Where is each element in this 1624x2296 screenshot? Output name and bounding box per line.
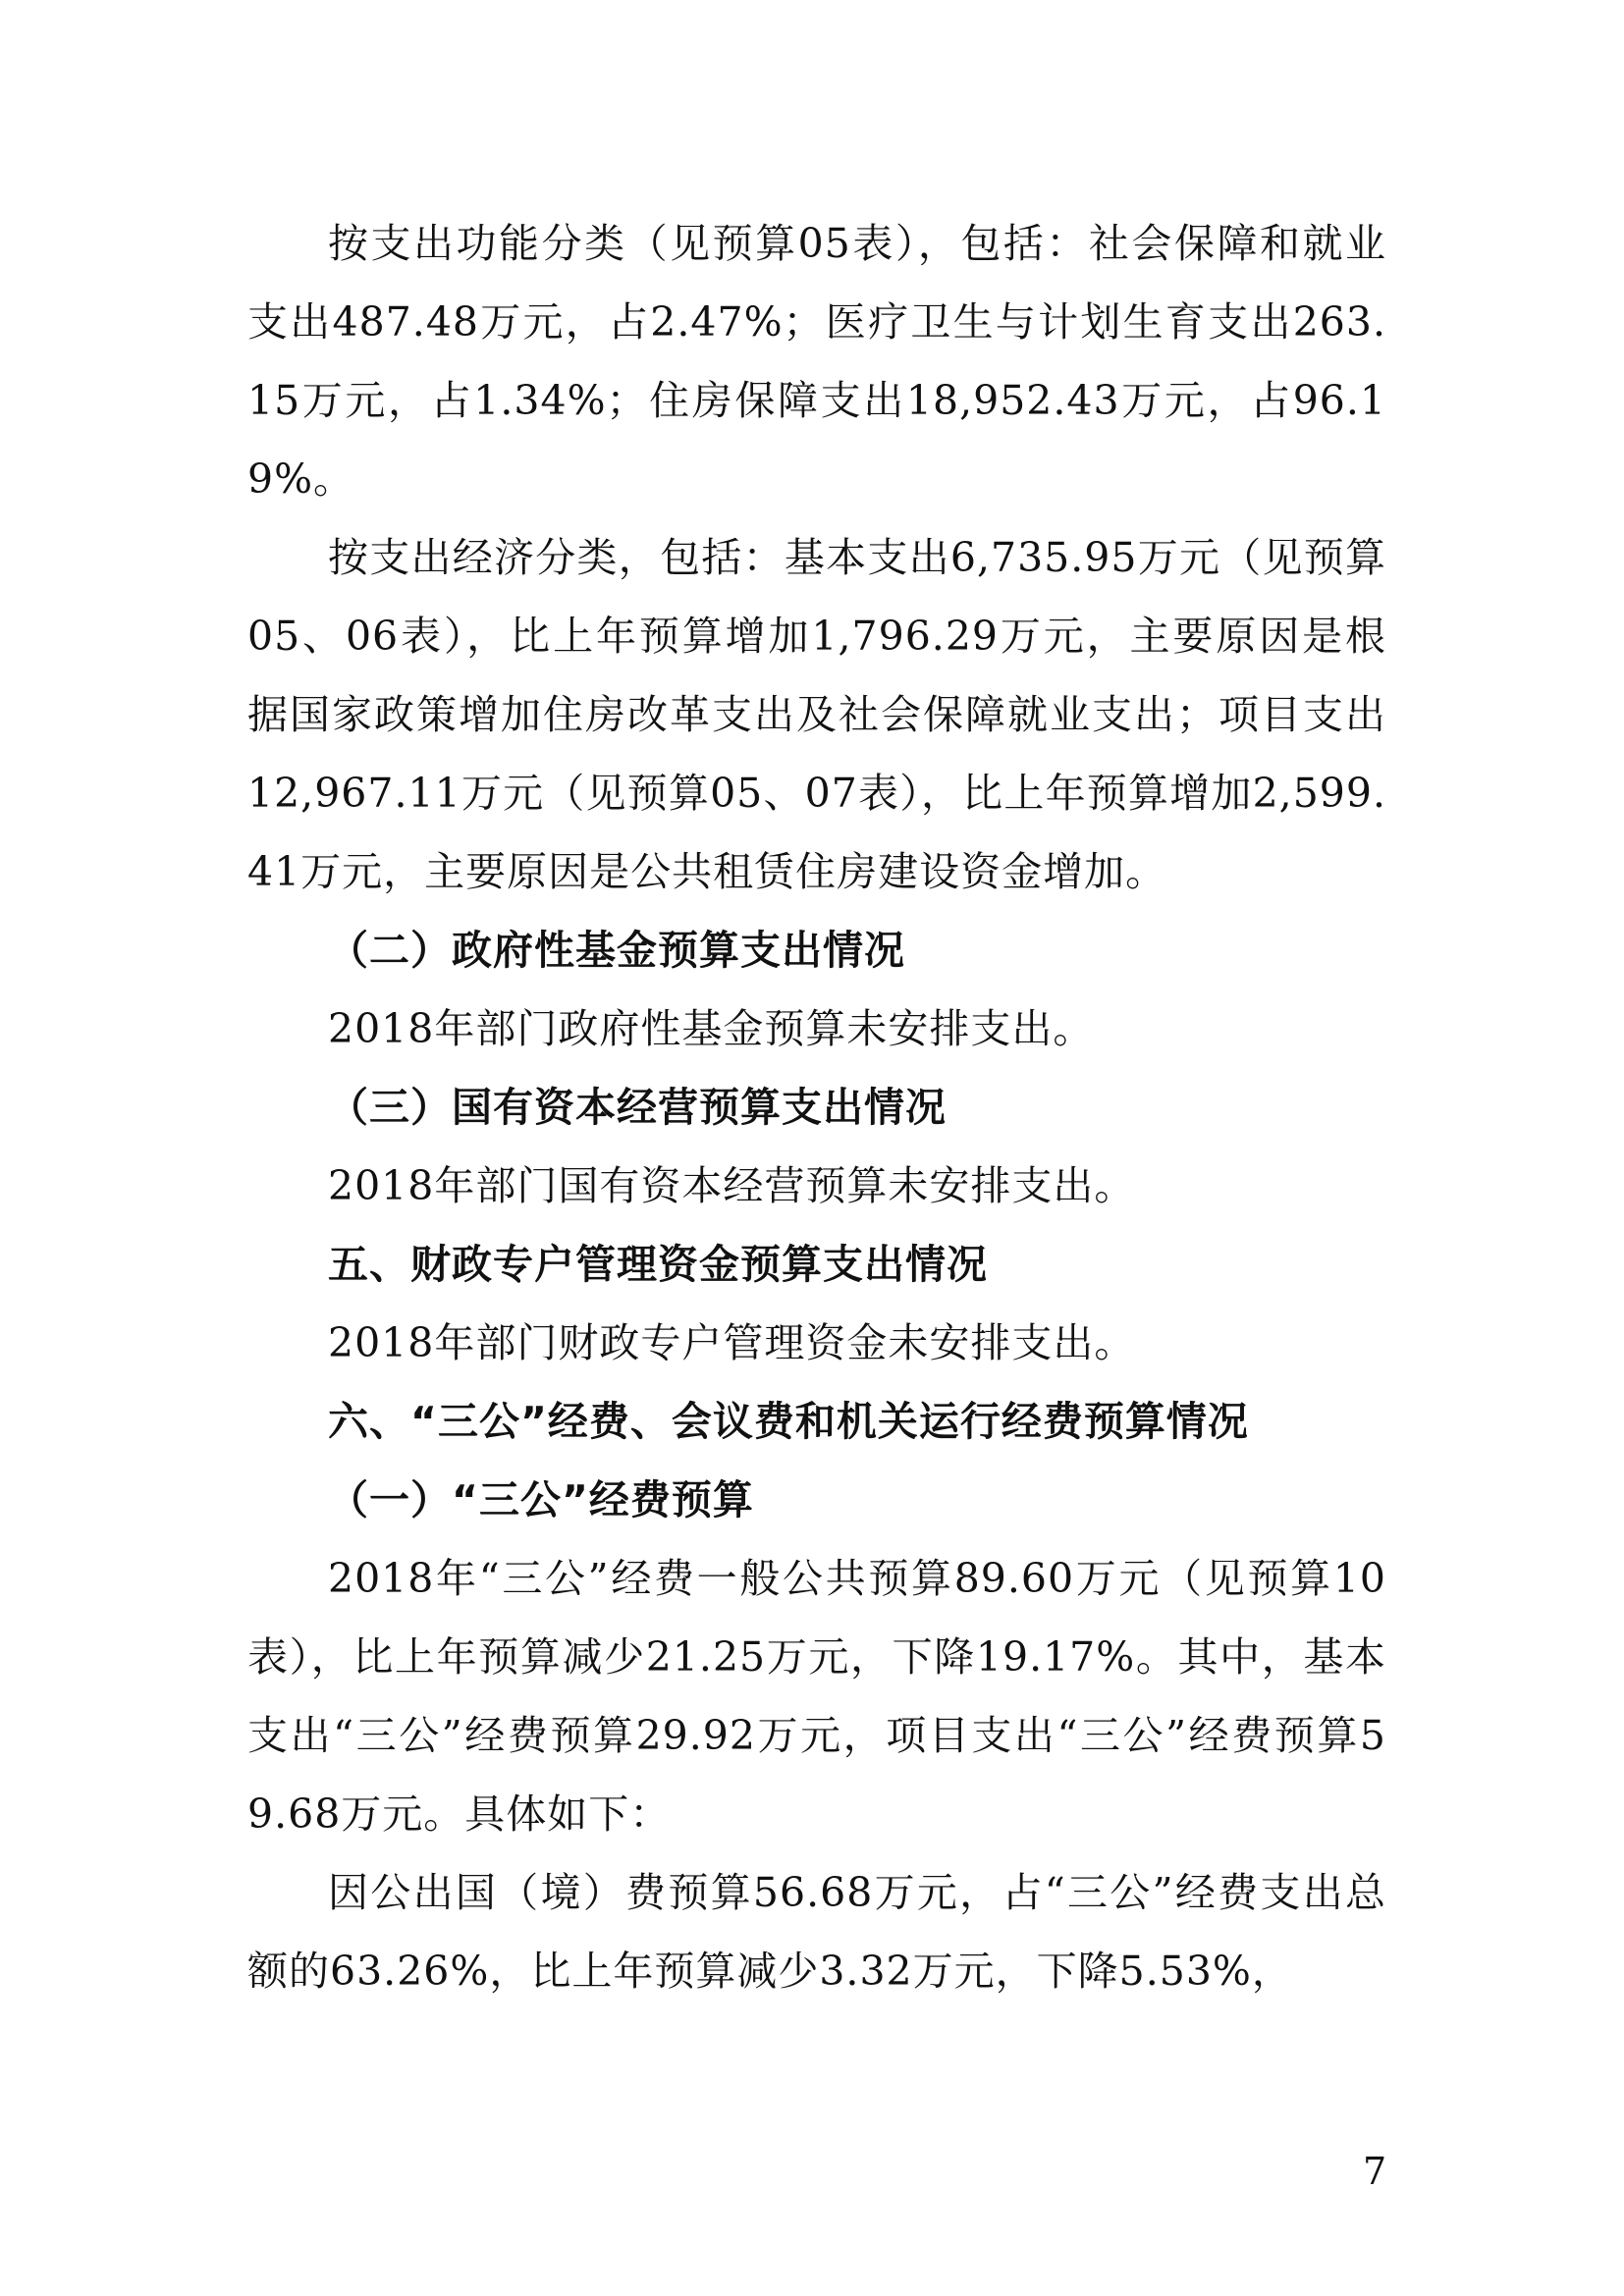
paragraph-three-public-budget: 2018年“三公”经费一般公共预算89.60万元（见预算10表），比上年预算减少21.25万元，下降19.17%。其中，基本支出“三公”经费预算29.92万元，项目支出“三公”经费预算59.68万元。具体如下： bbox=[247, 1555, 1386, 1838]
paragraph-functional-classification: 按支出功能分类（见预算05表），包括：社会保障和就业支出487.48万元，占2.47%；医疗卫生与计划生育支出263.15万元，占1.34%；住房保障支出18,952.43万元，占96.19%。 bbox=[247, 220, 1386, 503]
heading-three-public-expenses: 六、“三公”经费、会议费和机关运行经费预算情况 bbox=[328, 1398, 1249, 1445]
subheading-three-public-budget: （一）“三公”经费预算 bbox=[328, 1476, 754, 1523]
body-text bbox=[247, 204, 1386, 2010]
paragraph-government-fund: 2018年部门政府性基金预算未安排支出。 bbox=[328, 1005, 1095, 1052]
heading-special-account: 五、财政专户管理资金预算支出情况 bbox=[328, 1241, 988, 1288]
subheading-state-capital: （三）国有资本经营预算支出情况 bbox=[328, 1084, 947, 1131]
page-number: 7 bbox=[1363, 2150, 1387, 2193]
paragraph-economic-classification: 按支出经济分类，包括：基本支出6,735.95万元（见预算05、06表），比上年预算增加1,796.29万元，主要原因是根据国家政策增加住房改革支出及社会保障就业支出；项目支出12,967.11万元（见预算05、07表），比上年预算增加2,599.41万元，主要原因是公共租赁住房建设资金增加。 bbox=[247, 534, 1386, 895]
paragraph-state-capital: 2018年部门国有资本经营预算未安排支出。 bbox=[328, 1162, 1136, 1209]
paragraph-special-account: 2018年部门财政专户管理资金未安排支出。 bbox=[328, 1319, 1136, 1366]
paragraph-overseas-travel: 因公出国（境）费预算56.68万元，占“三公”经费支出总额的63.26%，比上年预算减少3.32万元，下降5.53%， bbox=[247, 1869, 1386, 1995]
subheading-government-fund: （二）政府性基金预算支出情况 bbox=[328, 927, 905, 974]
